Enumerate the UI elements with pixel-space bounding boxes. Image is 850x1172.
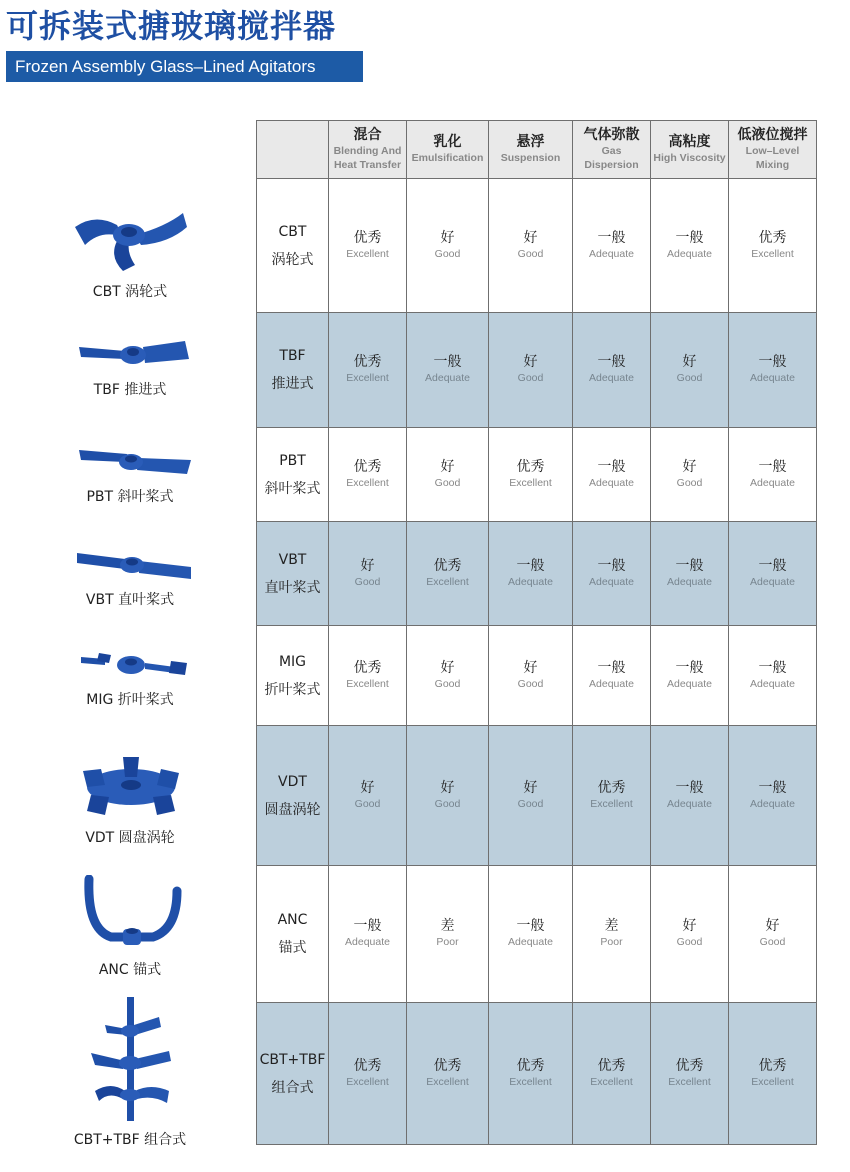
cbt-turbine-icon <box>65 205 195 277</box>
page-title: 可拆装式搪玻璃搅拌器 <box>6 7 337 45</box>
rating-cn: 优秀 <box>597 779 626 796</box>
rating-cell <box>489 179 573 313</box>
rating-cell <box>407 726 489 866</box>
row-label <box>257 313 329 428</box>
row-label <box>257 428 329 522</box>
rating-cn: 好 <box>682 354 697 370</box>
rating-en: Good <box>434 476 461 489</box>
rating-cell <box>573 313 651 428</box>
rating-cn: 优秀 <box>516 1057 545 1074</box>
rating-cn: 好 <box>440 659 455 676</box>
rating-cell <box>489 313 573 428</box>
rating-cn: 一般 <box>758 354 787 370</box>
rating-cell <box>489 428 573 522</box>
agitator-cbt-tbf <box>40 995 220 1149</box>
rating-cn: 一般 <box>758 557 787 574</box>
rating-cn: 一般 <box>516 557 545 574</box>
agitator-caption: CBT 涡轮式 <box>92 284 168 300</box>
rating-cn: 好 <box>682 458 697 475</box>
column-header: 乳化 Emulsification <box>407 121 489 179</box>
rating-cn: 差 <box>604 918 619 934</box>
agitator-caption: VDT 圆盘涡轮 <box>85 830 175 846</box>
rating-cell <box>651 866 729 1003</box>
rating-cell <box>573 626 651 726</box>
rating-cell <box>407 522 489 626</box>
rating-cell <box>329 428 407 522</box>
cbt-tbf-combined-icon <box>65 995 195 1125</box>
rating-cell <box>407 1003 489 1145</box>
anc-anchor-icon <box>65 875 195 955</box>
rating-cn: 好 <box>360 779 375 796</box>
rating-cell <box>729 179 817 313</box>
rating-en: Adequate <box>667 575 712 588</box>
rating-cn: 好 <box>440 458 455 475</box>
rating-cell <box>651 1003 729 1145</box>
rating-en: Good <box>354 797 381 810</box>
rating-cn: 优秀 <box>433 1057 462 1074</box>
rating-cell <box>329 179 407 313</box>
row-label-code: MIG <box>278 653 307 670</box>
rating-en: Poor <box>436 936 459 948</box>
rating-cell <box>489 1003 573 1145</box>
agitator-caption: CBT+TBF 组合式 <box>73 1132 187 1148</box>
pbt-blade-icon <box>65 440 195 482</box>
row-label <box>257 726 329 866</box>
rating-cn: 优秀 <box>353 229 382 246</box>
rating-cell <box>407 428 489 522</box>
rating-cell <box>651 313 729 428</box>
rating-en: Good <box>434 797 461 810</box>
rating-en: Adequate <box>345 936 390 948</box>
rating-en: Adequate <box>589 247 634 260</box>
mig-blade-icon <box>65 647 195 685</box>
rating-en: Good <box>517 247 544 260</box>
rating-cell <box>729 313 817 428</box>
agitator-mig <box>40 647 220 709</box>
row-label-code: CBT <box>278 223 307 240</box>
table-row <box>257 179 817 313</box>
column-header: 混合 Blending And Heat Transfer <box>329 121 407 179</box>
rating-cn: 好 <box>765 918 780 934</box>
rating-en: Excellent <box>751 1075 794 1088</box>
rating-en: Good <box>434 677 461 690</box>
rating-cell <box>329 1003 407 1145</box>
rating-cn: 优秀 <box>353 354 382 370</box>
rating-en: Good <box>676 372 703 384</box>
agitator-caption: VBT 直叶桨式 <box>85 592 175 608</box>
rating-cn: 优秀 <box>758 1057 787 1074</box>
rating-cn: 一般 <box>758 779 787 796</box>
rating-cell <box>729 522 817 626</box>
rating-cell <box>329 522 407 626</box>
row-label <box>257 866 329 1003</box>
rating-en: Excellent <box>668 1075 711 1088</box>
table-row <box>257 313 817 428</box>
rating-cell <box>651 522 729 626</box>
rating-cell <box>573 179 651 313</box>
rating-en: Excellent <box>346 247 389 260</box>
rating-en: Adequate <box>750 575 795 588</box>
rating-cell <box>651 626 729 726</box>
rating-en: Good <box>434 247 461 260</box>
row-label <box>257 1003 329 1145</box>
rating-cell <box>651 428 729 522</box>
rating-cn: 好 <box>523 354 538 370</box>
rating-cn: 优秀 <box>516 458 545 475</box>
row-label <box>257 626 329 726</box>
table-row <box>257 1003 817 1145</box>
rating-en: Adequate <box>508 936 553 948</box>
agitator-performance-table <box>256 120 817 1145</box>
agitator-anc <box>40 875 220 979</box>
agitator-vdt <box>40 747 220 847</box>
row-label-code: TBF <box>279 348 306 364</box>
rating-cn: 优秀 <box>675 1057 704 1074</box>
rating-cn: 优秀 <box>758 229 787 246</box>
rating-en: Excellent <box>509 1075 552 1088</box>
table-row <box>257 626 817 726</box>
rating-cn: 一般 <box>675 659 704 676</box>
rating-cn: 一般 <box>675 229 704 246</box>
agitator-cbt <box>40 205 220 301</box>
rating-en: Excellent <box>346 372 389 384</box>
row-label-code: PBT <box>279 452 306 469</box>
rating-cn: 好 <box>523 229 538 246</box>
rating-cn: 一般 <box>758 458 787 475</box>
rating-cell <box>407 179 489 313</box>
rating-en: Good <box>517 797 544 810</box>
page-subtitle-banner: Frozen Assembly Glass–Lined Agitators <box>6 51 363 82</box>
agitator-caption: PBT 斜叶桨式 <box>86 489 174 505</box>
rating-en: Adequate <box>750 677 795 690</box>
row-label-code: VBT <box>278 551 307 568</box>
row-label-name: 斜叶桨式 <box>264 480 321 497</box>
rating-cn: 一般 <box>353 918 382 934</box>
rating-en: Adequate <box>589 372 634 384</box>
row-label-name: 组合式 <box>271 1079 314 1096</box>
rating-cell <box>329 626 407 726</box>
rating-en: Adequate <box>750 797 795 810</box>
rating-cell <box>573 428 651 522</box>
rating-cell <box>729 726 817 866</box>
agitator-vbt <box>40 545 220 609</box>
rating-en: Poor <box>600 936 623 948</box>
rating-cn: 优秀 <box>353 1057 382 1074</box>
rating-cn: 一般 <box>597 229 626 246</box>
rating-en: Adequate <box>667 797 712 810</box>
rating-cell <box>489 626 573 726</box>
rating-cell <box>407 626 489 726</box>
vbt-blade-icon <box>65 545 195 585</box>
rating-cn: 优秀 <box>433 557 462 574</box>
rating-cell <box>573 1003 651 1145</box>
rating-cell <box>573 866 651 1003</box>
agitator-tbf <box>40 335 220 399</box>
rating-en: Excellent <box>346 476 389 489</box>
row-label-code: CBT+TBF <box>259 1051 326 1068</box>
row-label <box>257 179 329 313</box>
rating-cell <box>651 179 729 313</box>
rating-en: Adequate <box>667 677 712 690</box>
header-corner-cell <box>257 121 329 179</box>
rating-en: Excellent <box>751 247 794 260</box>
row-label-code: VDT <box>278 773 307 790</box>
rating-cn: 一般 <box>675 557 704 574</box>
rating-cn: 优秀 <box>597 1057 626 1074</box>
rating-cell <box>729 428 817 522</box>
row-label-name: 折叶桨式 <box>264 681 321 698</box>
rating-en: Adequate <box>508 575 553 588</box>
rating-en: Excellent <box>346 1075 389 1088</box>
row-label-code: ANC <box>277 912 308 928</box>
column-header: 气体弥散 Gas Dispersion <box>573 121 651 179</box>
row-label-name: 圆盘涡轮 <box>264 801 321 818</box>
rating-en: Excellent <box>346 677 389 690</box>
rating-cn: 一般 <box>516 918 545 934</box>
rating-en: Good <box>759 936 786 948</box>
rating-cell <box>573 522 651 626</box>
row-label-name: 涡轮式 <box>271 251 314 268</box>
rating-en: Excellent <box>590 797 633 810</box>
table-row <box>257 428 817 522</box>
rating-cell <box>329 726 407 866</box>
rating-cn: 好 <box>682 918 697 934</box>
table-row <box>257 522 817 626</box>
rating-cell <box>407 866 489 1003</box>
rating-en: Adequate <box>667 247 712 260</box>
rating-cell <box>329 313 407 428</box>
rating-cn: 好 <box>440 779 455 796</box>
rating-en: Excellent <box>426 1075 469 1088</box>
rating-cn: 差 <box>440 918 455 934</box>
row-label <box>257 522 329 626</box>
rating-cell <box>329 866 407 1003</box>
rating-cn: 优秀 <box>353 458 382 475</box>
table-header-row <box>257 121 817 179</box>
rating-cn: 一般 <box>597 354 626 370</box>
column-header: 悬浮 Suspension <box>489 121 573 179</box>
rating-en: Good <box>676 476 703 489</box>
vdt-disc-turbine-icon <box>65 747 195 823</box>
rating-cn: 一般 <box>597 557 626 574</box>
rating-cell <box>729 866 817 1003</box>
column-header: 高粘度 High Viscosity <box>651 121 729 179</box>
rating-cn: 一般 <box>597 458 626 475</box>
rating-cn: 优秀 <box>353 659 382 676</box>
rating-cn: 一般 <box>433 354 462 370</box>
rating-cell <box>489 522 573 626</box>
rating-en: Excellent <box>509 476 552 489</box>
rating-en: Excellent <box>426 575 469 588</box>
rating-cell <box>489 726 573 866</box>
table-row <box>257 866 817 1003</box>
rating-cell <box>729 626 817 726</box>
rating-en: Adequate <box>750 476 795 489</box>
rating-cn: 好 <box>523 779 538 796</box>
rating-cn: 好 <box>360 557 375 574</box>
rating-cn: 一般 <box>758 659 787 676</box>
agitator-caption: TBF 推进式 <box>93 382 167 398</box>
rating-en: Good <box>517 372 544 384</box>
rating-cn: 一般 <box>597 659 626 676</box>
rating-en: Adequate <box>589 677 634 690</box>
rating-cell <box>407 313 489 428</box>
column-header: 低液位搅拌 Low–Level Mixing <box>729 121 817 179</box>
table-row <box>257 726 817 866</box>
row-label-name: 推进式 <box>271 376 314 392</box>
rating-en: Good <box>517 677 544 690</box>
rating-cn: 好 <box>440 229 455 246</box>
rating-en: Good <box>676 936 703 948</box>
tbf-propeller-icon <box>65 335 195 375</box>
rating-en: Adequate <box>425 372 470 384</box>
rating-cn: 好 <box>523 659 538 676</box>
rating-en: Adequate <box>750 372 795 384</box>
row-label-name: 锚式 <box>278 940 307 956</box>
rating-en: Excellent <box>590 1075 633 1088</box>
rating-cell <box>651 726 729 866</box>
rating-en: Good <box>354 575 381 588</box>
agitator-caption: MIG 折叶桨式 <box>86 692 174 708</box>
rating-cell <box>573 726 651 866</box>
agitator-pbt <box>40 440 220 506</box>
rating-en: Adequate <box>589 476 634 489</box>
row-label-name: 直叶桨式 <box>264 579 321 596</box>
agitator-caption: ANC 锚式 <box>98 962 162 978</box>
rating-en: Adequate <box>589 575 634 588</box>
rating-cn: 一般 <box>675 779 704 796</box>
rating-cell <box>489 866 573 1003</box>
rating-cell <box>729 1003 817 1145</box>
